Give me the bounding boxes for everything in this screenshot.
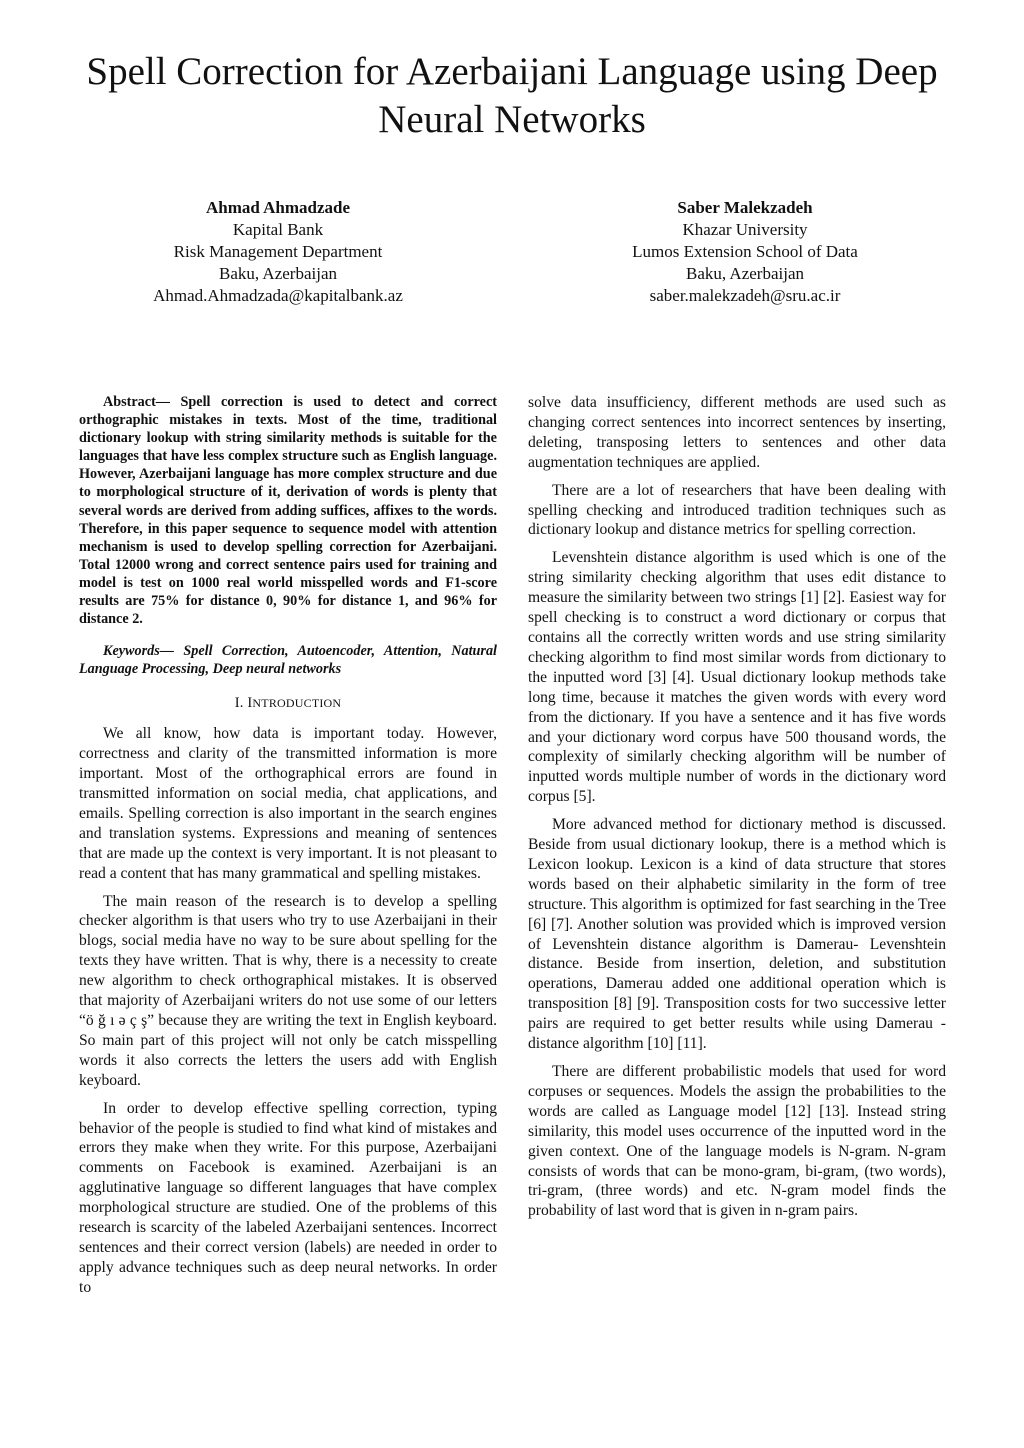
right-column	[528, 393, 946, 1229]
author-department: Lumos Extension School of Data	[632, 242, 858, 261]
paper-title: Spell Correction for Azerbaijani Language using Deep Neural Networks	[86, 50, 938, 141]
author-affiliation: Khazar University	[682, 220, 808, 239]
paragraph: There are a lot of researchers that have been dealing with spelling checking and introduced tradition techniques such as dictionary lookup and distance metrics for spelling correction.	[528, 481, 946, 539]
section-initial: I	[247, 695, 253, 712]
author-department: Risk Management Department	[173, 242, 383, 261]
section-title-rest: NTRODUCTION	[252, 696, 342, 711]
paragraph: More advanced method for dictionary method is discussed. Beside from usual dictionary lookup, there is a method which is Lexicon lookup. Lexicon is a kind of data structure that stores words based on their alphabetic similarity in the form of tree structure. This algorithm is optimized for fast searching in the Tree [6] [7]. Another solution was provided which is improved version of Levenshtein distance algorithm is Damerau- Levenshtein distance. Beside from insertion, deletion, and substitution operations, Damerau added one additional operation which is transposition [8] [9]. Transposition costs for two successive letter pairs are required to get better results while using Damerau -distance algorithm [10] [11].	[528, 816, 946, 1053]
author-location: Baku, Azerbaijan	[685, 264, 804, 283]
author-email: saber.malekzadeh@sru.ac.ir	[649, 286, 841, 305]
left-column	[79, 393, 497, 1306]
paragraph: We all know, how data is important today. However, correctness and clarity of the transmitted information is more important. Most of the orthographical errors are found in transmitted information on social media, chat applications, and emails. Spelling correction is also important in the search engines and translation systems. Expressions and meaning of sentences that are made up the context is very important. It is not pleasant to read a content that has many grammatical and spelling mistakes.	[79, 725, 497, 882]
abstract: Abstract— Spell correction is used to detect and correct orthographic mistakes in texts. Most of the time, traditional dictionary lookup with string similarity methods is suitable for the languages that have less complex structure such as English language. However, Azerbaijani language has more complex structure and due to morphological structure of it, derivation of words is plenty that several words are derived from adding suffices, affixes to the words. Therefore, in this paper sequence to sequence model with attention mechanism is used to develop spelling correction for Azerbaijani. Total 12000 wrong and correct sentence pairs used for training and model is test on 1000 real world misspelled words and F1-score results are 75% for distance 0, 90% for distance 1, and 96% for distance 2.	[79, 394, 497, 628]
section-number: I.	[234, 695, 244, 712]
author-name: Ahmad Ahmadzade	[205, 198, 351, 217]
keywords: Keywords— Spell Correction, Autoencoder, Attention, Natural Language Processing, Deep neural networks	[79, 643, 497, 678]
paragraph: The main reason of the research is to develop a spelling checker algorithm is that users who try to use Azerbaijani in their blogs, social media have no way to be sure about spelling for the texts they have written. That is why, there is a necessity to create new algorithm to check orthographical mistakes. It is observed that majority of Azerbaijani writers do not use some of our letters “ö ğ ı ə ç ş” because they are writing the text in English keyboard. So main part of this project will not only be catch misspelling words it also corrects the letters the users add with English keyboard.	[79, 892, 497, 1089]
author-affiliation: Kapital Bank	[232, 220, 324, 239]
paragraph: Levenshtein distance algorithm is used which is one of the string similarity checking algorithm that uses edit distance to measure the similarity between two strings [1] [2]. Easiest way for spell checking is to construct a word dictionary or corpus that contains all the correctly written words and use string similarity checking algorithm to find most similar words from dictionary to the inputted word [3] [4]. Usual dictionary lookup methods take long time, because it matches the given words with every word from the dictionary. If you have a sentence and it has five words and your dictionary word corpus have 500 thousand words, the complexity of similarly checking algorithm will be number of inputted words multiple number of words in the dictionary word corpus [5].	[528, 549, 946, 806]
author-block-2	[535, 197, 955, 307]
author-location: Baku, Azerbaijan	[218, 264, 337, 283]
paragraph: solve data insufficiency, different methods are used such as changing correct sentences into incorrect sentences by inserting, deleting, transposing letters to sentences and other data augmentation techniques are applied.	[528, 394, 946, 471]
author-email: Ahmad.Ahmadzada@kapitalbank.az	[153, 286, 403, 305]
author-block-1	[68, 197, 488, 307]
paragraph: In order to develop effective spelling correction, typing behavior of the people is studied to find what kind of mistakes and errors they make when they write. For this purpose, Azerbaijani comments on Facebook is examined. Azerbaijani is an agglutinative language so different languages that have complex morphological structure are studied. One of the problems of this research is scarcity of the labeled Azerbaijani sentences. Incorrect sentences and their correct version (labels) are needed in order to apply advance techniques such as deep neural networks. In order to	[79, 1099, 497, 1296]
author-name: Saber Malekzadeh	[677, 198, 813, 217]
section-heading-introduction	[79, 694, 497, 714]
paragraph: There are different probabilistic models that used for word corpuses or sequences. Models the assign the probabilities to the words are called as Language model [12] [13]. Instead string similarity, this model uses occurrence of the inputted word in the given context. One of the language models is N-gram. N-gram consists of words that can be mono-gram, bi-gram, (two words), tri-gram, (three words) and etc. N-gram model finds the probability of last word that is given in n-gram pairs.	[528, 1063, 946, 1220]
